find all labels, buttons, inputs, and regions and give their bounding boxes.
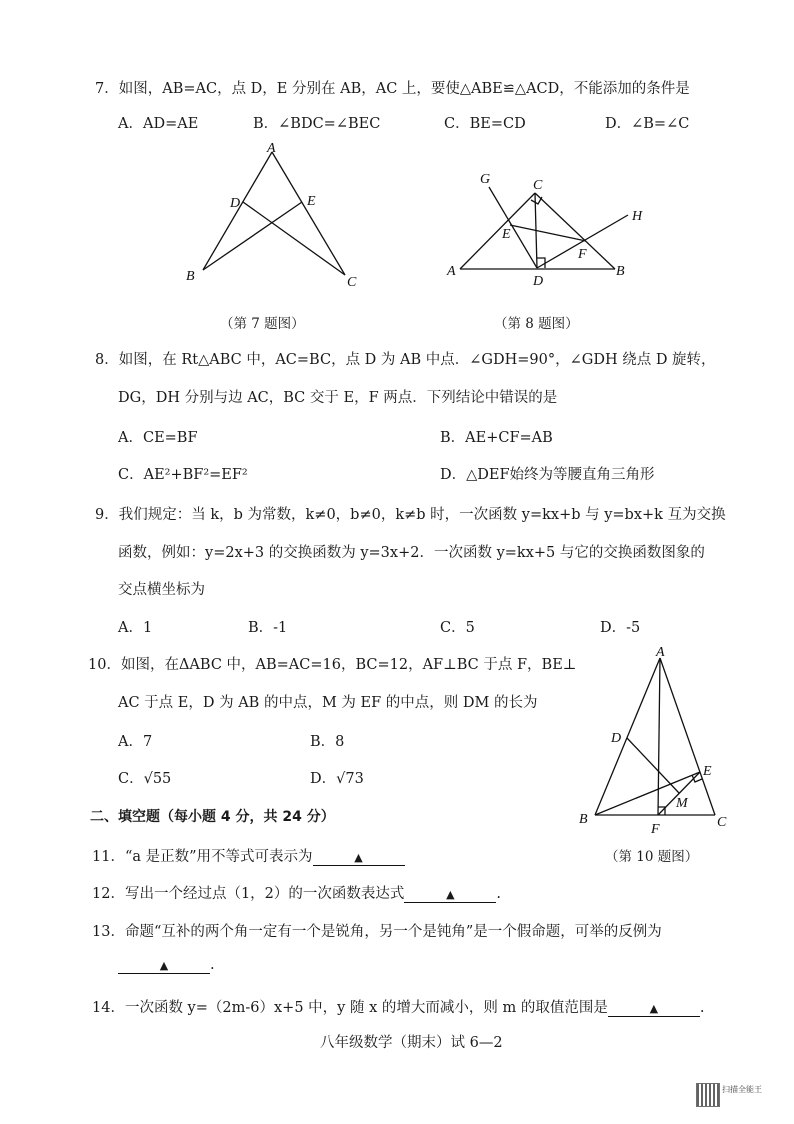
q9-option-c: C．5 (440, 620, 475, 636)
q7-segment-ac (272, 152, 345, 275)
q9-option-a: A．1 (118, 620, 153, 636)
q10-label-e: E (703, 764, 712, 779)
q9-stem-line3: 交点横坐标为 (118, 582, 205, 598)
q7-segment-ab (203, 152, 272, 270)
q7-label-b: B (186, 269, 195, 284)
q7-option-b: B．∠BDC=∠BEC (253, 116, 381, 132)
q7-label-d: D (230, 196, 241, 211)
q7-segment-be (203, 202, 302, 270)
q10-option-d: D．√73 (310, 771, 364, 787)
q14-stem: 14．一次函数 y=（2m-6）x+5 中，y 随 x 的增大而减小，则 m 的取值范围是 (92, 1000, 608, 1016)
q10-label-d: D (611, 731, 622, 746)
q7-option-c: C．BE=CD (444, 116, 526, 132)
triangle-icon: ▲ (159, 959, 169, 972)
q9-option-b: B．-1 (248, 620, 288, 636)
q11 (92, 845, 405, 866)
q8-option-d: D．△DEF始终为等腰直角三角形 (440, 467, 655, 483)
q10-label-a: A (656, 645, 665, 660)
q8-option-a: A．CE=BF (118, 430, 198, 446)
q14-answer-blank[interactable] (608, 1000, 700, 1017)
q11-stem: 11．“a 是正数”用不等式可表示为 (92, 849, 313, 865)
q13-answer-line (118, 957, 215, 974)
q10-segment-dm (627, 738, 679, 793)
q7-caption: （第 7 题图） (220, 316, 305, 332)
q7-label-c: C (347, 275, 357, 290)
q11-answer-blank[interactable] (313, 849, 405, 866)
q10-option-a: A．7 (118, 734, 153, 750)
section-heading: 二、填空题（每小题 4 分，共 24 分） (90, 809, 335, 825)
q10-stem-line2: AC 于点 E，D 为 AB 的中点，M 为 EF 的中点，则 DM 的长为 (118, 695, 538, 711)
q7-segment-dc (243, 202, 345, 275)
q7-label-a: A (267, 141, 276, 156)
q10-stem-line1: 10．如图，在ΔABC 中，AB=AC=16，BC=12，AF⊥BC 于点 F，BE⊥ (88, 657, 577, 673)
q10-label-m: M (676, 796, 688, 811)
q7-option-a: A．AD=AE (118, 116, 199, 132)
q8-segment-ef (510, 225, 586, 241)
q10-caption: （第 10 题图） (605, 849, 699, 865)
triangle-icon: ▲ (354, 851, 363, 864)
q14 (92, 996, 704, 1017)
q8-stem-line2: DG，DH 分别与边 AC，BC 交于 E，F 两点．下列结论中错误的是 (118, 390, 558, 406)
q10-label-f: F (651, 822, 660, 837)
q8-label-e: E (502, 227, 511, 242)
scanner-watermark: 扫描全能王 (722, 1085, 762, 1094)
q8-label-d: D (533, 274, 544, 289)
q7-option-d: D．∠B=∠C (605, 116, 690, 132)
q8-label-c: C (533, 178, 543, 193)
q8-label-b: B (616, 264, 625, 279)
triangle-icon: ▲ (446, 888, 455, 901)
q10-figure (575, 640, 740, 840)
q14-period: . (699, 1000, 705, 1016)
q12-answer-blank[interactable] (404, 886, 496, 903)
q12-stem: 12．写出一个经过点（1，2）的一次函数表达式 (92, 886, 405, 902)
q10-segment-ac (660, 658, 715, 815)
q8-option-c: C．AE²+BF²=EF² (118, 467, 248, 483)
q8-label-g: G (480, 172, 491, 187)
q13-period: . (210, 957, 215, 973)
q10-label-c: C (717, 815, 727, 830)
q8-right-angle-d (537, 258, 545, 268)
q10-option-c: C．√55 (118, 771, 172, 787)
triangle-icon: ▲ (649, 1002, 659, 1015)
q12 (92, 882, 501, 903)
q8-figure (440, 165, 660, 290)
q10-right-angle-e (692, 775, 702, 782)
q9-option-d: D．-5 (600, 620, 641, 636)
q10-segment-ab (595, 658, 660, 815)
q13-answer-blank[interactable] (118, 957, 210, 974)
q12-period: . (496, 886, 502, 902)
q9-stem-line2: 函数，例如：y=2x+3 的交换函数为 y=3x+2．一次函数 y=kx+5 与它的交换函数图象的 (118, 545, 705, 561)
q7-figure (180, 140, 370, 290)
q8-stem-line1: 8．如图，在 Rt△ABC 中，AC=BC，点 D 为 AB 中点．∠GDH=90°，∠GDH 绕点 D 旋转， (95, 352, 716, 368)
qr-code-icon (696, 1083, 720, 1107)
q8-label-a: A (447, 264, 456, 279)
q7-stem: 7．如图，AB=AC，点 D，E 分别在 AB，AC 上，要使△ABE≌△ACD，不能添加的条件是 (95, 81, 690, 97)
q8-option-b: B．AE+CF=AB (440, 430, 553, 446)
q13-stem: 13．命题“互补的两个角一定有一个是锐角，另一个是钝角”是一个假命题，可举的反例为 (92, 924, 662, 940)
page-footer: 八年级数学（期末）试 6—2 (320, 1035, 503, 1051)
q8-label-f: F (578, 247, 587, 262)
q7-label-e: E (307, 194, 316, 209)
q10-option-b: B．8 (310, 734, 345, 750)
q10-label-b: B (579, 812, 588, 827)
q8-segment-ac (460, 193, 535, 269)
q8-segment-cb (535, 193, 615, 269)
q9-stem-line1: 9．我们规定：当 k，b 为常数，k≠0，b≠0，k≠b 时，一次函数 y=kx+b 与 y=bx+k 互为交换 (95, 507, 726, 523)
q8-label-h: H (632, 209, 643, 224)
q10-segment-af (658, 658, 660, 815)
q8-caption: （第 8 题图） (494, 316, 579, 332)
